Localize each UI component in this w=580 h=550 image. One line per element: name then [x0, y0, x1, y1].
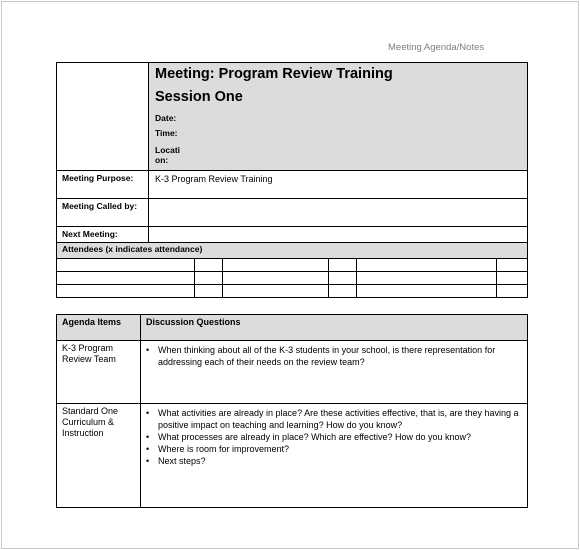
document-header: Meeting Agenda/Notes [388, 42, 485, 53]
attendee-name-cell [357, 259, 497, 272]
agenda-row [57, 341, 528, 404]
agenda-row [57, 404, 528, 508]
question-item: • What activities are already in place? Are these activities effective, that is, are they having a positive impact on teaching and learning? How do you know? [145, 407, 523, 431]
attendee-mark-cell [329, 272, 357, 285]
attendee-name-cell [223, 272, 329, 285]
next-meeting-value [149, 227, 528, 243]
attendees-heading: Attendees (x indicates attendance) [57, 243, 528, 259]
attendee-name-cell [57, 285, 195, 298]
meeting-called-by-value [149, 199, 528, 227]
attendee-mark-cell [329, 285, 357, 298]
attendee-mark-cell [497, 285, 528, 298]
attendee-mark-cell [195, 272, 223, 285]
attendee-name-cell [223, 259, 329, 272]
attendee-name-cell [223, 285, 329, 298]
agenda-item: Standard One Curriculum & Instruction [57, 404, 141, 508]
meeting-title-block [149, 63, 528, 171]
location-label-part1: Locati [155, 145, 181, 155]
discussion-questions-cell [141, 341, 528, 404]
agenda-table [56, 314, 528, 508]
date-label: Date: [155, 113, 177, 123]
meeting-info-table [56, 62, 528, 298]
session-title: Session One [155, 89, 243, 105]
attendee-mark-cell [497, 259, 528, 272]
location-label-part2: on: [155, 155, 169, 165]
next-meeting-label: Next Meeting: [57, 227, 149, 243]
discussion-questions-cell [141, 404, 528, 508]
attendee-mark-cell [497, 272, 528, 285]
meeting-purpose-label: Meeting Purpose: [57, 171, 149, 199]
agenda-items-header: Agenda Items [57, 315, 141, 341]
attendee-mark-cell [195, 259, 223, 272]
attendee-name-cell [357, 285, 497, 298]
attendee-row [57, 272, 528, 285]
attendee-name-cell [57, 272, 195, 285]
discussion-questions-header: Discussion Questions [141, 315, 528, 341]
attendee-name-cell [357, 272, 497, 285]
blank-cell [57, 63, 149, 171]
question-item: • Where is room for improvement? [145, 443, 523, 455]
attendee-mark-cell [195, 285, 223, 298]
attendee-row [57, 259, 528, 272]
agenda-item: K-3 Program Review Team [57, 341, 141, 404]
meeting-title: Meeting: Program Review Training [155, 66, 393, 82]
question-item: • What processes are already in place? Which are effective? How do you know? [145, 431, 523, 443]
question-list [141, 404, 527, 470]
question-item: • When thinking about all of the K-3 students in your school, is there representation for addressing each of their needs on the review team? [145, 344, 523, 368]
attendee-row [57, 285, 528, 298]
meeting-called-by-label: Meeting Called by: [57, 199, 149, 227]
attendee-mark-cell [329, 259, 357, 272]
location-label [155, 145, 521, 165]
meeting-purpose-value: K-3 Program Review Training [149, 171, 528, 199]
question-list [141, 341, 527, 371]
attendee-name-cell [57, 259, 195, 272]
question-item: • Next steps? [145, 455, 523, 467]
time-label: Time: [155, 128, 178, 138]
